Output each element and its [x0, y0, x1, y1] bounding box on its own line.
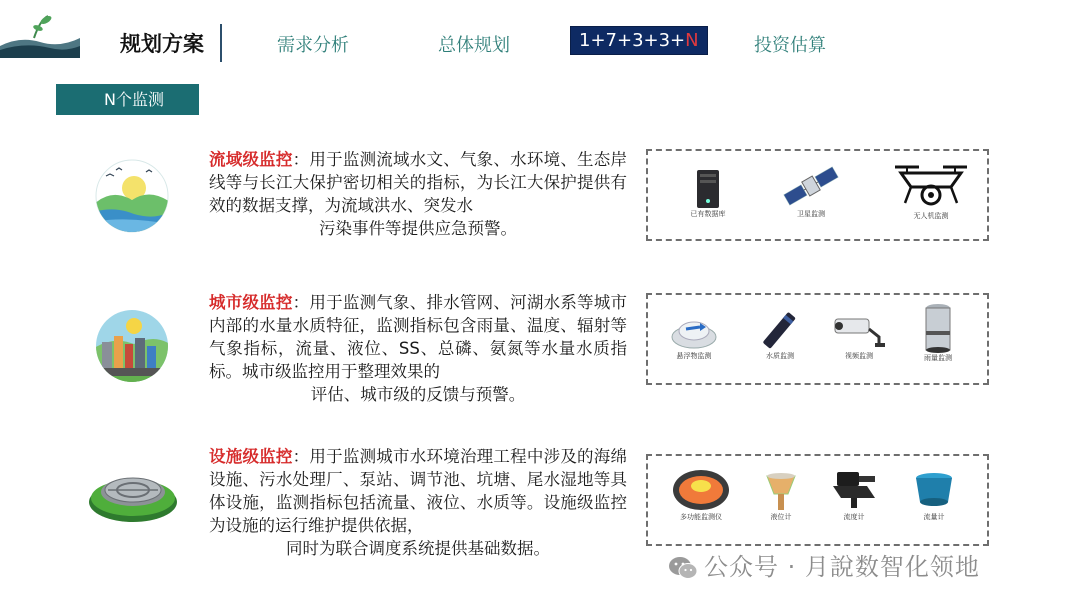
wechat-icon: [668, 555, 698, 581]
sensor-dish-icon: [668, 311, 720, 351]
tab-overall-planning[interactable]: 总体规划: [438, 35, 510, 56]
device-flow-meter: [906, 470, 962, 522]
watermark: [668, 547, 980, 582]
section-facility-desc: [209, 445, 627, 560]
facility-device-panel: [646, 454, 989, 546]
section-basin-title: 流域级监控: [209, 150, 293, 169]
top-nav: [0, 20, 1080, 66]
section-basin-body: ：用于监测流域水文、气象、水环境、生态岸线等与长江大保护密切相关的指标，为长江大保护提供有效的数据支撑，为流域洪水、突发水: [209, 150, 628, 215]
section-basin-body-last: 污染事件等提供应急预警。: [319, 219, 517, 238]
satellite-icon: [781, 163, 841, 209]
flow-meter-icon: [914, 470, 954, 512]
drone-icon: [889, 159, 973, 211]
section-city-body: ：用于监测气象、排水管网、河湖水系等城市内部的水量水质特征，监测指标包含雨量、温度、辐射等气象指标，流量、液位、SS、总磷、氨氮等水量水质指标。城市级监控用于整理效果的: [209, 293, 628, 381]
device-suspended-solids: [662, 311, 726, 361]
device-water-quality: [752, 311, 808, 361]
camera-icon: [831, 311, 887, 351]
device-video: [828, 311, 890, 361]
basin-landscape-icon: [94, 158, 170, 234]
device-label: 已有数据库: [690, 210, 726, 218]
device-label: 水质监测: [766, 352, 794, 360]
device-satellite: [776, 163, 846, 219]
device-label: 流度计: [843, 513, 865, 521]
server-icon: [695, 169, 721, 209]
tab-label-n: N: [685, 30, 699, 51]
device-multifunction: [664, 468, 738, 522]
tab-investment-estimate[interactable]: 投资估算: [754, 35, 826, 56]
device-flow-velocity: [824, 468, 884, 522]
section-city-title: 城市级监控: [209, 293, 293, 312]
section-facility-title: 设施级监控: [209, 447, 293, 466]
device-label: 液位计: [770, 513, 792, 521]
section-facility-body: ：用于监测城市水环境治理工程中涉及的海绵设施、污水处理厂、泵站、调节池、坑塘、尾水湿地等具体设施，监测指标包括流量、液位、水质等。设施级监控为设施的运行维护提供依据，: [209, 447, 628, 535]
section-city-body-last: 评估、城市级的反馈与预警。: [310, 385, 526, 404]
tab-1-7-3-3-n[interactable]: [570, 26, 708, 55]
device-rainfall: [910, 303, 966, 363]
section-facility-body-last: 同时为联合调度系统提供基础数据。: [286, 539, 550, 558]
nav-divider: [220, 24, 222, 62]
manhole-cover-icon: [88, 450, 178, 526]
multiprobe-icon: [671, 468, 731, 512]
device-label: 雨量监测: [924, 354, 952, 362]
level-sensor-icon: [764, 470, 798, 512]
section-badge: N个监测: [56, 84, 199, 115]
city-skyline-icon: [94, 308, 170, 384]
device-label: 视频监测: [845, 352, 873, 360]
device-database: [678, 169, 738, 219]
device-label: 流量计: [923, 513, 945, 521]
section-city-desc: [209, 291, 627, 406]
device-label: 无人机监测: [913, 212, 949, 220]
page-title: 规划方案: [120, 32, 204, 56]
watermark-text: 公众号 · 月說数智化领地: [704, 553, 980, 581]
device-label: 悬浮物监测: [676, 352, 712, 360]
device-label: 卫星监测: [797, 210, 825, 218]
device-level-meter: [756, 470, 806, 522]
city-device-panel: [646, 293, 989, 385]
probe-icon: [757, 311, 803, 351]
device-drone: [886, 159, 976, 221]
tab-demand-analysis[interactable]: 需求分析: [277, 35, 349, 56]
device-label: 多功能监测仪: [680, 513, 722, 521]
tab-label-main: 1+7+3+3+: [579, 30, 686, 51]
basin-device-panel: [646, 149, 989, 241]
section-basin-desc: [209, 148, 627, 240]
velocity-meter-icon: [827, 468, 881, 512]
rain-gauge-icon: [922, 303, 954, 353]
